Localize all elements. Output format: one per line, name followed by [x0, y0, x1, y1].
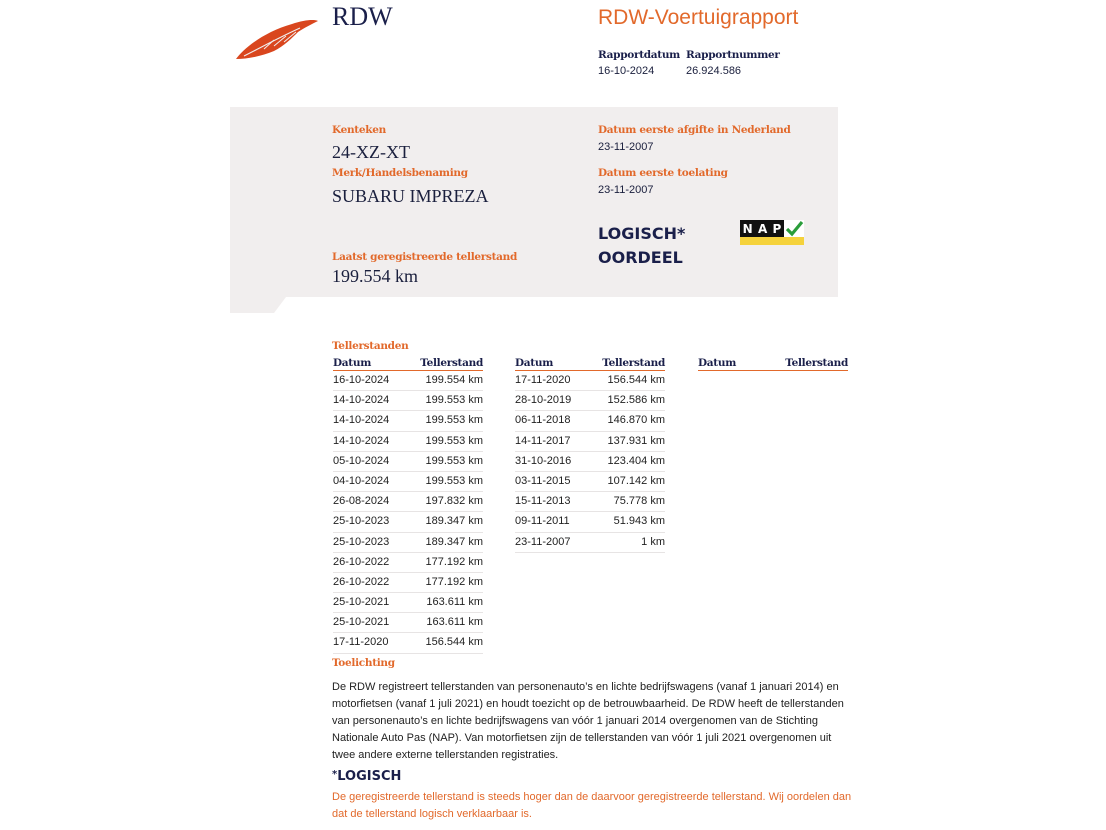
row-date: 14-10-2024 — [333, 394, 390, 407]
row-date: 26-10-2022 — [333, 575, 390, 588]
row-date: 04-10-2024 — [333, 474, 390, 487]
table-row — [333, 472, 483, 492]
row-date: 25-10-2021 — [333, 596, 390, 609]
table-header — [698, 357, 848, 371]
first-admission-value: 23-11-2007 — [598, 184, 654, 196]
table-row — [333, 391, 483, 411]
table-row — [333, 512, 483, 532]
header-date: Datum — [515, 357, 554, 369]
table-row — [515, 492, 665, 512]
text-line: twee andere externe tellerstanden registraties. — [332, 749, 559, 761]
row-value: 199.554 km — [425, 374, 483, 386]
asterisk: * — [332, 769, 338, 780]
first-admission-label: Datum eerste toelating — [598, 167, 728, 179]
table-row — [333, 593, 483, 613]
table-row — [333, 573, 483, 593]
row-date: 23-11-2007 — [515, 535, 571, 548]
table-row — [333, 633, 483, 653]
row-value: 199.553 km — [425, 454, 483, 467]
row-value: 197.832 km — [425, 495, 483, 508]
row-value: 177.192 km — [425, 555, 483, 568]
row-date: 14-11-2017 — [515, 434, 571, 447]
make-label: Merk/Handelsbenaming — [332, 167, 468, 179]
tellerstanden-title: Tellerstanden — [332, 340, 409, 352]
row-date: 15-11-2013 — [515, 495, 571, 508]
brand-name: RDW — [332, 2, 393, 31]
report-number: 26.924.586 — [686, 65, 742, 77]
header-value: Tellerstand — [785, 357, 848, 369]
row-date: 14-10-2024 — [333, 434, 390, 447]
table-row — [515, 371, 665, 391]
check-icon — [784, 220, 804, 237]
logisch-title: LOGISCH — [337, 769, 402, 784]
row-date: 14-10-2024 — [333, 414, 390, 427]
text-line: De geregistreerde tellerstand is steeds hoger dan de daarvoor geregistreerde tellerstand. Wij oordelen dan — [332, 791, 852, 803]
table-header — [515, 357, 665, 371]
row-value: 189.347 km — [425, 535, 483, 548]
row-value: 199.553 km — [425, 474, 483, 487]
row-value: 189.347 km — [425, 515, 483, 528]
plate-value: 24-XZ-XT — [332, 142, 410, 162]
nap-logo-icon — [740, 220, 804, 245]
row-value: 163.611 km — [426, 596, 483, 609]
table-row — [333, 371, 483, 391]
verdict-line1: LOGISCH* — [598, 224, 686, 243]
table-row — [515, 512, 665, 532]
first-nl-label: Datum eerste afgifte in Nederland — [598, 124, 791, 136]
row-value: 146.870 km — [607, 414, 665, 427]
text-line: De RDW registreert tellerstanden van personenauto’s en lichte bedrijfswagens (vanaf 1 januari 2014) en — [332, 681, 839, 693]
rdw-logo-icon — [234, 18, 320, 62]
row-date: 26-08-2024 — [333, 495, 390, 508]
row-date: 31-10-2016 — [515, 454, 572, 467]
row-value: 163.611 km — [426, 616, 483, 629]
row-date: 17-11-2020 — [333, 636, 389, 649]
row-date: 25-10-2023 — [333, 515, 390, 528]
toelichting-title: Toelichting — [332, 657, 395, 669]
row-date: 06-11-2018 — [515, 414, 571, 427]
odometer-table-col2 — [515, 357, 665, 553]
row-date: 26-10-2022 — [333, 555, 390, 568]
row-value: 156.544 km — [425, 636, 483, 649]
table-row — [333, 533, 483, 553]
row-value: 199.553 km — [425, 434, 483, 447]
row-value: 177.192 km — [425, 575, 483, 588]
logisch-text — [332, 789, 852, 823]
report-date: 16-10-2024 — [598, 65, 655, 77]
table-row — [333, 452, 483, 472]
table-row — [515, 533, 665, 553]
row-value: 137.931 km — [607, 434, 665, 447]
row-value: 1 km — [641, 535, 665, 548]
table-row — [515, 432, 665, 452]
row-date: 17-11-2020 — [515, 374, 571, 386]
odometer-table-col3 — [698, 357, 848, 371]
row-date: 03-11-2015 — [515, 474, 571, 487]
nap-letter-a: A — [757, 221, 768, 236]
row-value: 199.553 km — [425, 394, 483, 407]
table-row — [333, 432, 483, 452]
header-value: Tellerstand — [602, 357, 665, 369]
row-value: 123.404 km — [607, 454, 665, 467]
row-value: 152.586 km — [607, 394, 665, 407]
row-date: 09-11-2011 — [515, 515, 570, 528]
make-value: SUBARU IMPREZA — [332, 186, 489, 206]
table-row — [333, 613, 483, 633]
nap-letter-p: P — [772, 221, 782, 236]
table-row — [515, 472, 665, 492]
text-line: dat de tellerstand logisch verklaarbaar is. — [332, 808, 532, 820]
text-line: Nationale Auto Pas (NAP). Van motorfietsen zijn de tellerstanden van vóór 1 juli 2021 overgenomen uit — [332, 732, 832, 744]
table-row — [515, 391, 665, 411]
header-value: Tellerstand — [420, 357, 483, 369]
toelichting-text — [332, 679, 852, 764]
report-date-label: Rapportdatum — [598, 49, 680, 61]
row-value: 75.778 km — [613, 495, 665, 508]
header-date: Datum — [698, 357, 737, 369]
table-row — [333, 553, 483, 573]
table-row — [515, 411, 665, 431]
verdict-line2: OORDEEL — [598, 248, 683, 267]
odometer-value: 199.554 km — [332, 266, 419, 286]
table-row — [333, 492, 483, 512]
report-number-label: Rapportnummer — [686, 49, 780, 61]
row-value: 199.553 km — [425, 414, 483, 427]
row-date: 05-10-2024 — [333, 454, 390, 467]
table-header — [333, 357, 483, 371]
table-row — [515, 452, 665, 472]
odometer-label: Laatst geregistreerde tellerstand — [332, 251, 518, 263]
row-value: 107.142 km — [607, 474, 665, 487]
first-nl-value: 23-11-2007 — [598, 141, 654, 153]
plate-label: Kenteken — [332, 124, 386, 136]
table-row — [333, 411, 483, 431]
vehicle-summary-panel — [230, 107, 838, 313]
header-date: Datum — [333, 357, 372, 369]
text-line: motorfietsen (vanaf 1 juli 2021) en houdt toezicht op de betrouwbaarheid. De RDW heeft de tellerstanden — [332, 698, 844, 710]
logisch-heading — [332, 769, 401, 784]
row-date: 28-10-2019 — [515, 394, 572, 407]
row-value: 156.544 km — [607, 374, 665, 386]
odometer-table-col1 — [333, 357, 483, 654]
report-title: RDW-Voertuigrapport — [598, 6, 799, 29]
row-date: 16-10-2024 — [333, 374, 390, 386]
row-date: 25-10-2023 — [333, 535, 390, 548]
nap-letter-n: N — [742, 221, 753, 236]
row-value: 51.943 km — [613, 515, 665, 528]
row-date: 25-10-2021 — [333, 616, 390, 629]
text-line: van personenauto’s en lichte bedrijfswagens van vóór 1 januari 2014 overgenomen van de Stichting — [332, 715, 818, 727]
